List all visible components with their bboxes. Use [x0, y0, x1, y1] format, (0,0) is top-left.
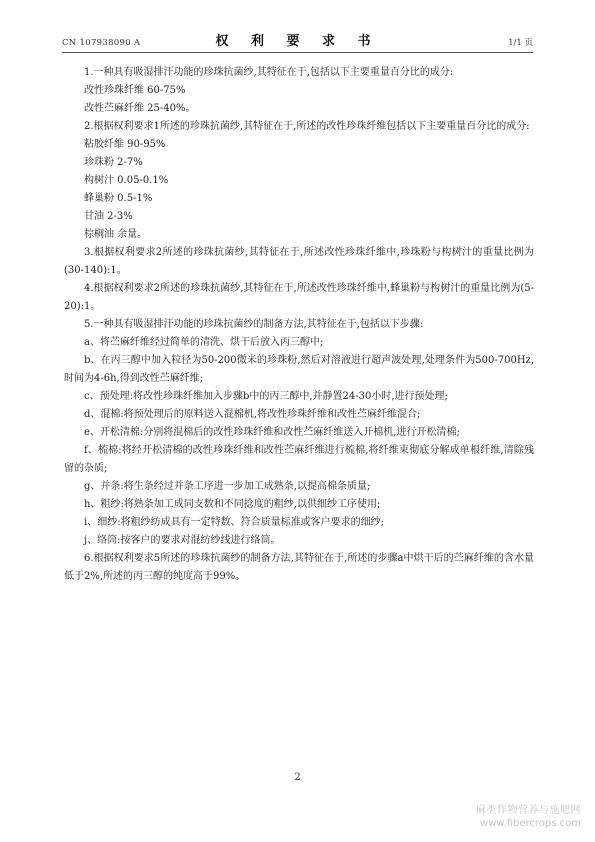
claim-component: 改性珍珠纤维 60-75% [84, 85, 186, 96]
claim-paragraph: b、在丙三醇中加入粒径为50-200微米的珍珠粉,然后对溶液进行超声波处理,处理条件为500-700Hz,时间为4-6h,得到改性苎麻纤维; [64, 355, 534, 384]
document-title: 权 利 要 求 书 [215, 34, 380, 49]
claim-component: 珍珠粉 2-7% [84, 157, 143, 168]
watermark-chinese: 麻类作物营养与施肥网 [476, 805, 581, 816]
claim-paragraph: c、预处理:将改性珍珠纤维加入步骤b中的丙三醇中,并静置24-30小时,进行预处理; [84, 391, 448, 402]
watermark [476, 804, 581, 830]
claim-component: 改性苎麻纤维 25-40%。 [84, 103, 196, 114]
claim-paragraph: i、细纱:将粗纱纺成具有一定特数、符合质量标准或客户要求的细纱; [84, 517, 384, 528]
claim-paragraph: j、络筒:按客户的要求对混纺纱线进行络筒。 [84, 535, 281, 546]
claim-paragraph: d、混棉:将预处理后的原料送入混棉机,将改性珍珠纤维和改性苎麻纤维混合; [84, 409, 421, 420]
claim-paragraph: f、梳棉:将经开松清棉的改性珍珠纤维和改性苎麻纤维进行梳棉,将纤维束彻底分解成单根纤维,清除残留的杂质; [64, 445, 534, 474]
claim-paragraph: 3.根据权利要求2所述的珍珠抗菌纱,其特征在于,所述改性珍珠纤维中,珍珠粉与构树汁的重量比例为(30-140):1。 [64, 247, 534, 276]
claim-paragraph: 2.根据权利要求1所述的珍珠抗菌纱,其特征在于,所述的改性珍珠纤维包括以下主要重量百分比的成分: [84, 121, 530, 132]
claim-component: 蜂巢粉 0.5-1% [84, 193, 153, 204]
document-header [62, 28, 533, 52]
claim-component: 甘油 2-3% [84, 211, 133, 222]
page-indicator: 1/1 页 [508, 38, 533, 48]
claims-body [64, 64, 534, 586]
publication-number: CN 107938090 A [62, 38, 141, 48]
claim-paragraph: 5.一种具有吸湿排汗功能的珍珠抗菌纱的制备方法,其特征在于,包括以下步骤: [84, 319, 424, 330]
header-divider [62, 52, 533, 53]
claim-paragraph: h、粗纱:将熟条加工成同支数和不同捻度的粗纱,以供细纱工序使用; [84, 499, 381, 510]
claim-component: 粘胶纤维 90-95% [84, 139, 166, 150]
claim-paragraph: 6.根据权利要求5所述的珍珠抗菌纱的制备方法,其特征在于,所述的步骤a中烘干后的苎麻纤维的含水量低于2%,所述的丙三醇的纯度高于99%。 [64, 553, 534, 582]
claim-paragraph: g、并条:将生条经过并条工序进一步加工成熟条,以提高棉条质量; [84, 481, 371, 492]
watermark-url: www.fibercrops.com [479, 818, 581, 829]
claim-paragraph: 1.一种具有吸湿排汗功能的珍珠抗菌纱,其特征在于,包括以下主要重量百分比的成分: [84, 67, 454, 78]
claim-component: 构树汁 0.05-0.1% [84, 175, 169, 186]
page-number: 2 [294, 772, 301, 783]
claim-paragraph: e、开松清棉:分别将混棉后的改性珍珠纤维和改性苎麻纤维送入开棉机,进行开松清棉; [84, 427, 460, 438]
claim-paragraph: 4.根据权利要求2所述的珍珠抗菌纱,其特征在于,所述改性珍珠纤维中,蜂巢粉与构树汁的重量比例为(5-20):1。 [64, 283, 534, 312]
claim-paragraph: a、将苎麻纤维经过简单的清洗、烘干后放入丙三醇中; [84, 337, 324, 348]
claim-component: 棕榈油 余量。 [84, 229, 148, 240]
